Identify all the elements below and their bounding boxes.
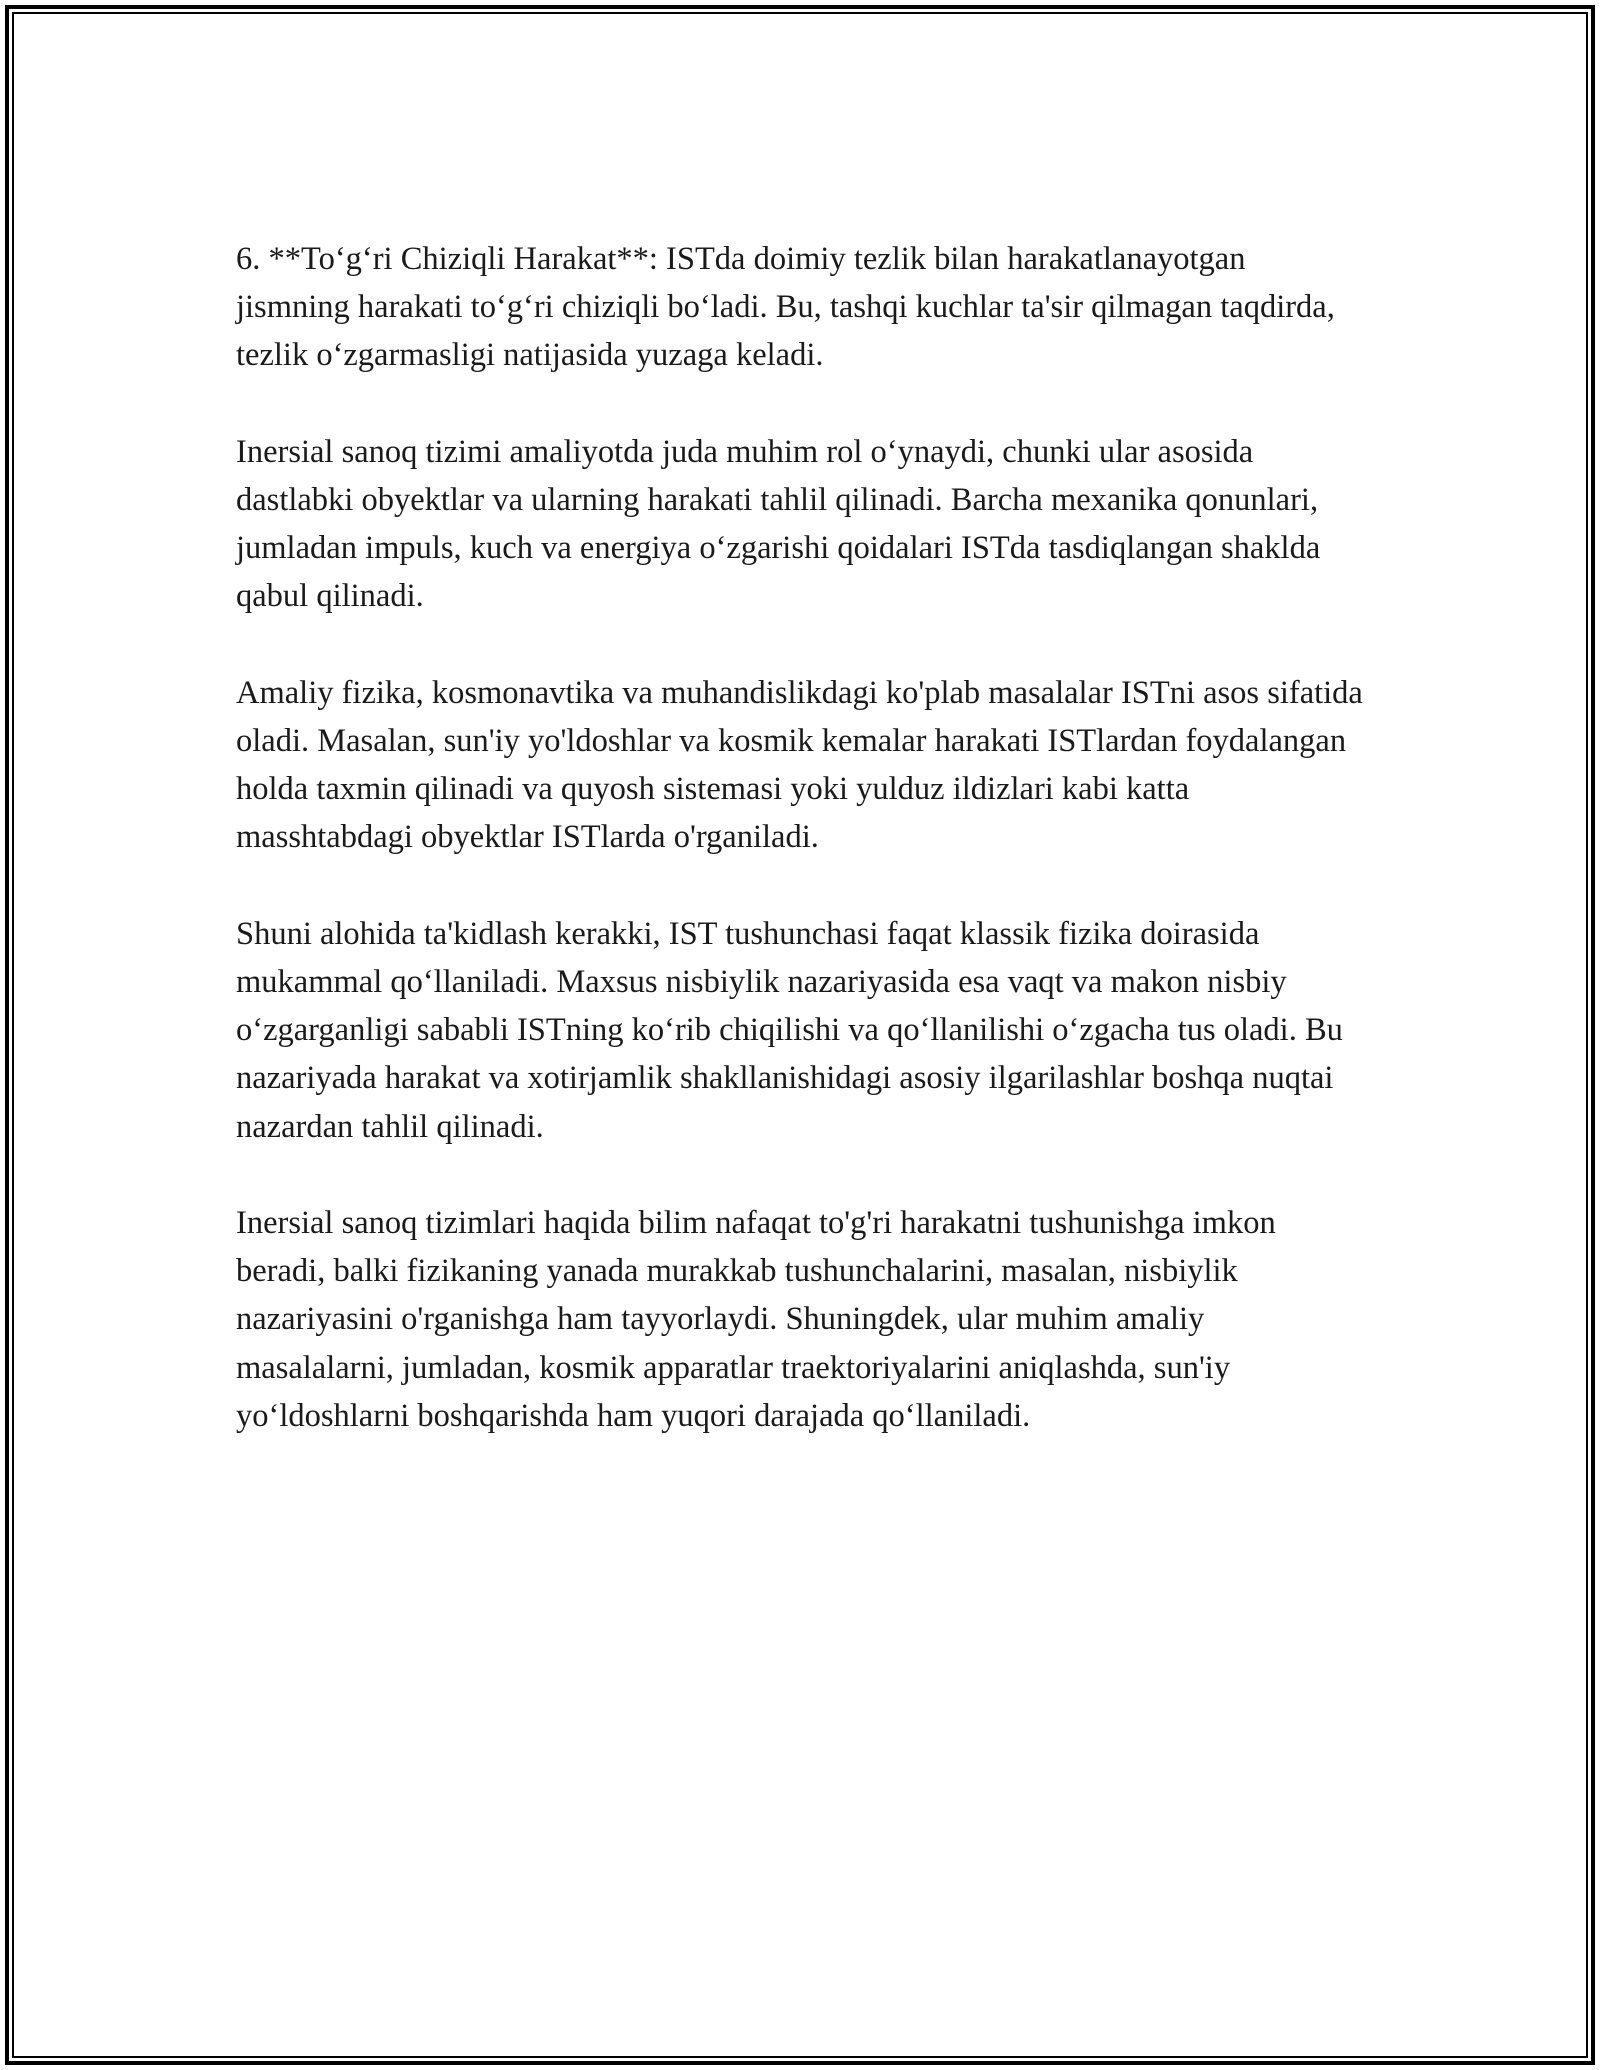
paragraph-straight-motion: 6. **To‘g‘ri Chiziqli Harakat**: ISTda doimiy tezlik bilan harakatlanayotgan jismning harakati to‘g‘ri chiziqli bo‘ladi. Bu, tashqi kuchlar ta'sir qilmagan taqdirda, tezlik o‘zgarmasligi natijasida yuzaga keladi.	[236, 241, 1335, 374]
paragraph-applied-physics: Amaliy fizika, kosmonavtika va muhandislikdagi ko'plab masalalar ISTni asos sifatida oladi. Masalan, sun'iy yo'ldoshlar va kosmik kemalar harakati ISTlardan foydalangan holda taxmin qilinadi va quyosh sistemasi yoki yulduz ildizlari kabi katta masshtabdagi obyektlar ISTlarda o'rganiladi.	[236, 674, 1363, 856]
document-body	[236, 235, 1366, 1488]
paragraph-practical-role: Inersial sanoq tizimi amaliyotda juda muhim rol o‘ynaydi, chunki ular asosida dastlabki obyektlar va ularning harakati tahlil qilinadi. Barcha mexanika qonunlari, jumladan impuls, kuch va energiya o‘zgarishi qoidalari ISTda tasdiqlangan shaklda qabul qilinadi.	[236, 433, 1321, 615]
paragraph-relativity-note: Shuni alohida ta'kidlash kerakki, IST tushunchasi faqat klassik fizika doirasida mukammal qo‘llaniladi. Maxsus nisbiylik nazariyasida esa vaqt va makon nisbiy o‘zgarganligi sababli ISTning ko‘rib chiqilishi va qo‘llanilishi o‘zgacha tus oladi. Bu nazariyada harakat va xotirjamlik shakllanishidagi asosiy ilgarilashlar boshqa nuqtai nazardan tahlil qilinadi.	[236, 915, 1343, 1145]
paragraph-conclusion: Inersial sanoq tizimlari haqida bilim nafaqat to'g'ri harakatni tushunishga imkon beradi, balki fizikaning yanada murakkab tushunchalarini, masalan, nisbiylik nazariyasini o'rganishga ham tayyorlaydi. Shuningdek, ular muhim amaliy masalalarni, jumladan, kosmik apparatlar traektoriyalarini aniqlashda, sun'iy yo‘ldoshlarni boshqarishda ham yuqori darajada qo‘llaniladi.	[236, 1205, 1276, 1434]
